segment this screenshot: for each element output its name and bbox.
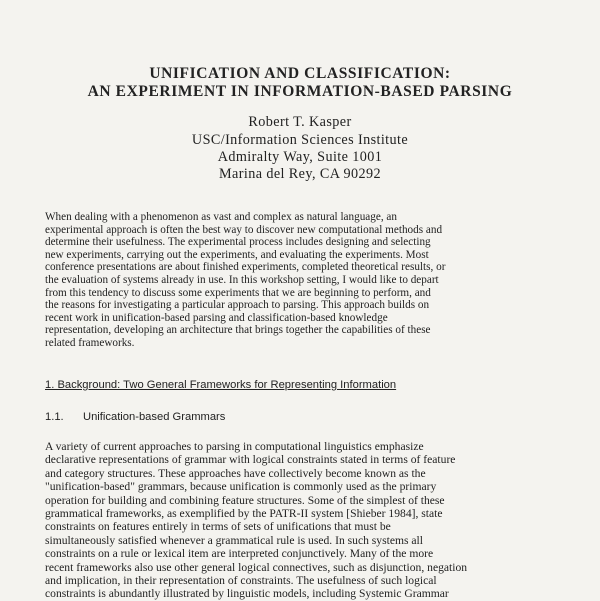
abstract-line: representation, developing an architecture that brings together the capabilities of these <box>45 324 431 337</box>
body-line: and category structures. These approaches have collectively become known as the <box>45 466 426 480</box>
abstract-line: recent work in unification-based parsing and classification-based knowledge <box>45 311 388 324</box>
paper-title-line-2: AN EXPERIMENT IN INFORMATION-BASED PARSING <box>87 83 513 100</box>
body-paragraph <box>45 440 559 601</box>
body-line: operation for building and combining feature structures. Some of the simplest of these <box>45 493 445 507</box>
abstract-line: the evaluation of systems already in use. In this workshop setting, I would like to depart <box>45 273 439 286</box>
abstract-line: related frameworks. <box>45 336 135 349</box>
body-line: and implication, in their representation of constraints. The usefulness of such logical <box>45 574 437 588</box>
abstract-line: When dealing with a phenomenon as vast and complex as natural language, an <box>45 211 397 223</box>
body-line: "unification-based" grammars, because unification is commonly used as the primary <box>45 480 437 494</box>
abstract-paragraph <box>45 211 559 350</box>
author-name: Robert T. Kasper <box>248 114 352 130</box>
body-line: constraints is abundantly illustrated by linguistic models, including Systemic Grammar <box>45 587 449 601</box>
body-line: grammatical frameworks, as exemplified by the PATR-II system [Shieber 1984], state <box>45 507 443 521</box>
section-1-heading: 1. Background: Two General Frameworks for Representing Information <box>45 379 397 391</box>
abstract-line: new experiments, carrying out the experiments, and evaluating the experiments. Most <box>45 248 429 261</box>
paper-title-line-1: UNIFICATION AND CLASSIFICATION: <box>149 65 451 82</box>
author-address-line-2: Marina del Rey, CA 90292 <box>219 166 381 182</box>
author-address-line-1: Admiralty Way, Suite 1001 <box>217 149 383 165</box>
abstract-line: conference presentations are about finished experiments, completed theoretical results, or <box>45 261 446 274</box>
author-affiliation: USC/Information Sciences Institute <box>191 132 409 148</box>
body-line: constraints on a rule or lexical item are interpreted conjunctively. Many of the more <box>45 547 434 561</box>
abstract-line: experimental approach is often the best way to discover new computational methods and <box>45 223 443 236</box>
subsection-title: Unification-based Grammars <box>83 411 226 423</box>
body-line: A variety of current approaches to parsing in computational linguistics emphasize <box>45 440 424 453</box>
body-line: recent frameworks also use other general logical connectives, such as disjunction, negation <box>45 560 468 574</box>
abstract-line: determine their usefulness. The experimental process includes designing and selecting <box>45 236 431 249</box>
body-line: simultaneously satisfied whenever a grammatical rule is used. In such systems all <box>45 533 423 547</box>
body-line: declarative representations of grammar with logical constraints stated in terms of feature <box>45 453 456 467</box>
subsection-1-1-heading <box>45 411 225 423</box>
subsection-number: 1.1. <box>45 411 64 423</box>
abstract-line: the reasons for investigating a particular approach to parsing. This approach builds on <box>45 299 430 312</box>
abstract-line: from this tendency to discuss some experiments that we are beginning to perform, and <box>45 286 431 299</box>
body-line: constraints on features entirely in terms of sets of unifications that must be <box>45 520 391 534</box>
